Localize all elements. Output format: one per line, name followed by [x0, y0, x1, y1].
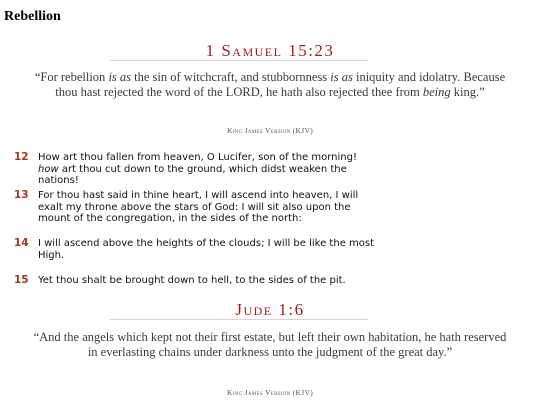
- verse-number: 14: [14, 237, 29, 249]
- verse-number: 12: [14, 151, 29, 163]
- page-title: Rebellion: [4, 9, 61, 24]
- passage-reference: 1 Samuel 15:23: [205, 41, 335, 60]
- verse-item: [14, 152, 374, 187]
- verse-text: How art thou fallen from heaven, O Lucifer, son of the morning! how art thou cut down to the ground, which didst weaken the nations!: [38, 152, 357, 186]
- verse-text: Yet thou shalt be brought down to hell, to the sides of the pit.: [38, 275, 346, 286]
- bible-version-label: King James Version (KJV): [226, 126, 314, 135]
- passage-quote: “And the angels which kept not their first estate, but left their own habitation, he hath reserved in everlasting chains under darkness unto the judgment of the great day.”: [33, 330, 507, 359]
- verse-item: [14, 275, 374, 287]
- verse-text: I will ascend above the heights of the clouds; I will be like the most High.: [38, 238, 375, 261]
- verse-item: [14, 238, 374, 261]
- verse-number: 13: [14, 189, 29, 201]
- verse-item: [14, 190, 374, 225]
- heading-divider: [110, 319, 368, 320]
- verse-number: 15: [14, 274, 29, 286]
- passage-quote: “For rebellion is as the sin of witchcraft, and stubbornness is as iniquity and idolatry. Because thou hast rejected the word of the LORD, he hath also rejected thee from being king.”: [34, 70, 506, 99]
- heading-divider: [110, 60, 368, 61]
- verse-text: For thou hast said in thine heart, I will ascend into heaven, I will exalt my throne above the stars of God: I will sit also upon the mount of the congregation, in the sides of the north:: [38, 190, 359, 224]
- passage-reference: Jude 1:6: [235, 300, 305, 319]
- bible-version-label: King James Version (KJV): [226, 388, 314, 397]
